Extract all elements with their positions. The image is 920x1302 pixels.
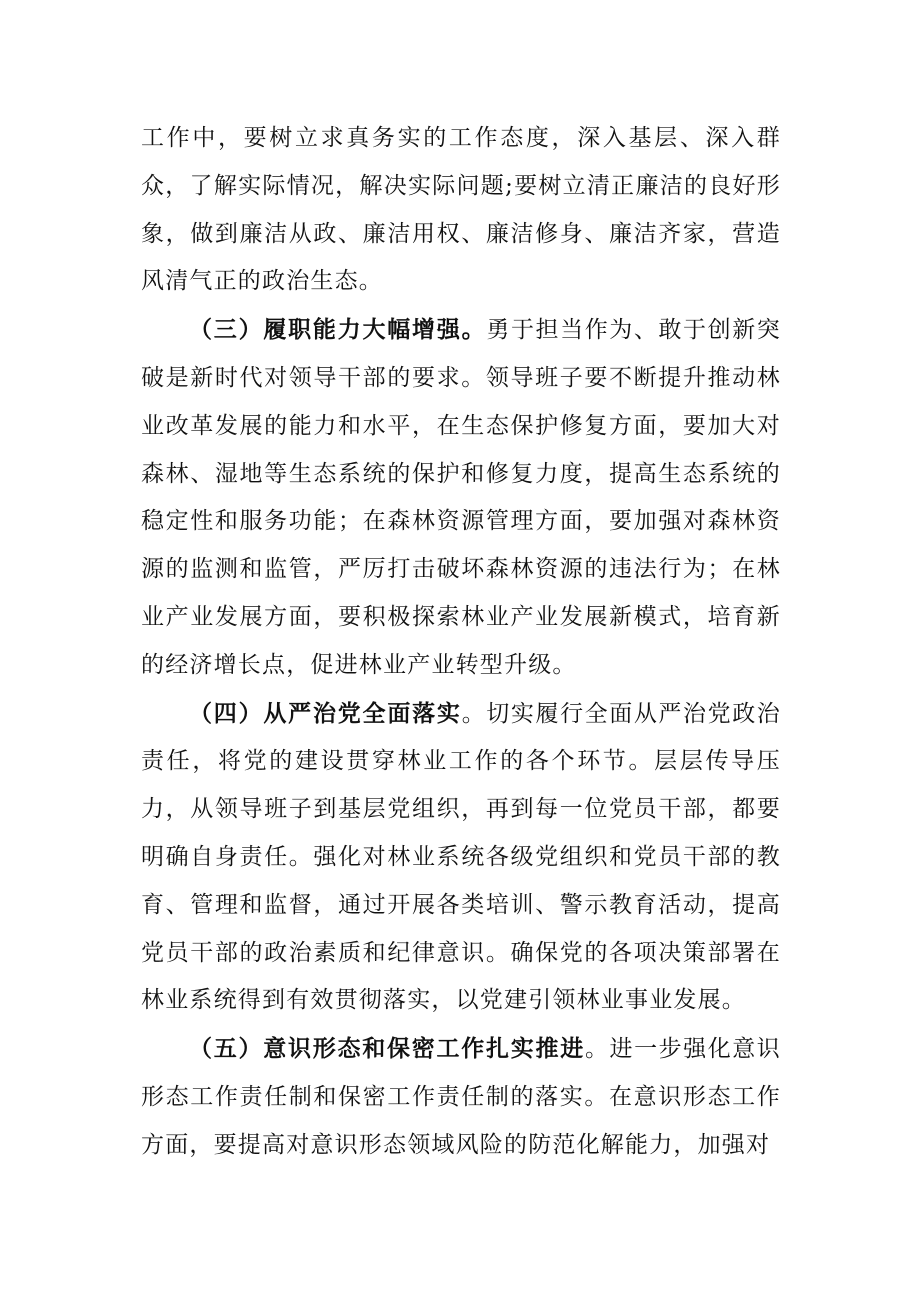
paragraph-heading: （三）履职能力大幅增强。 [189, 316, 487, 344]
paragraph-body: 。进一步强化意识形态工作责任制和保密工作责任制的落实。在意识形态工作方面，要提高对意识形态领域风险的防范化解能力，加强对 [141, 1036, 781, 1158]
paragraph-party-governance [141, 690, 781, 1026]
paragraph-ideology-confidentiality [141, 1025, 781, 1169]
document-page [141, 114, 781, 1170]
paragraph-continuation [141, 114, 781, 306]
paragraph-body: 勇于担当作为、敢于创新突破是新时代对领导干部的要求。领导班子要不断提升推动林业改革发展的能力和水平，在生态保护修复方面，要加大对森林、湿地等生态系统的保护和修复力度，提高生态系统的稳定性和服务功能；在森林资源管理方面，要加强对森林资源的监测和监管，严厉打击破坏森林资源的违法行为；在林业产业发展方面，要积极探索林业产业发展新模式，培育新的经济增长点，促进林业产业转型升级。 [141, 317, 781, 678]
paragraph-performance-capability [141, 306, 781, 689]
paragraph-heading: （四）从严治党全面落实 [189, 699, 462, 727]
paragraph-body: 工作中，要树立求真务实的工作态度，深入基层、深入群众，了解实际情况，解决实际问题;要树立清正廉洁的良好形象，做到廉洁从政、廉洁用权、廉洁修身、廉洁齐家，营造风清气正的政治生态。 [141, 125, 781, 295]
paragraph-body: 。切实履行全面从严治党政治责任，将党的建设贯穿林业工作的各个环节。层层传导压力，从领导班子到基层党组织，再到每一位党员干部，都要明确自身责任。强化对林业系统各级党组织和党员干部的教育、管理和监督，通过开展各类培训、警示教育活动，提高党员干部的政治素质和纪律意识。确保党的各项决策部署在林业系统得到有效贯彻落实，以党建引领林业事业发展。 [141, 700, 781, 1014]
paragraph-heading: （五）意识形态和保密工作扎实推进 [189, 1035, 585, 1063]
